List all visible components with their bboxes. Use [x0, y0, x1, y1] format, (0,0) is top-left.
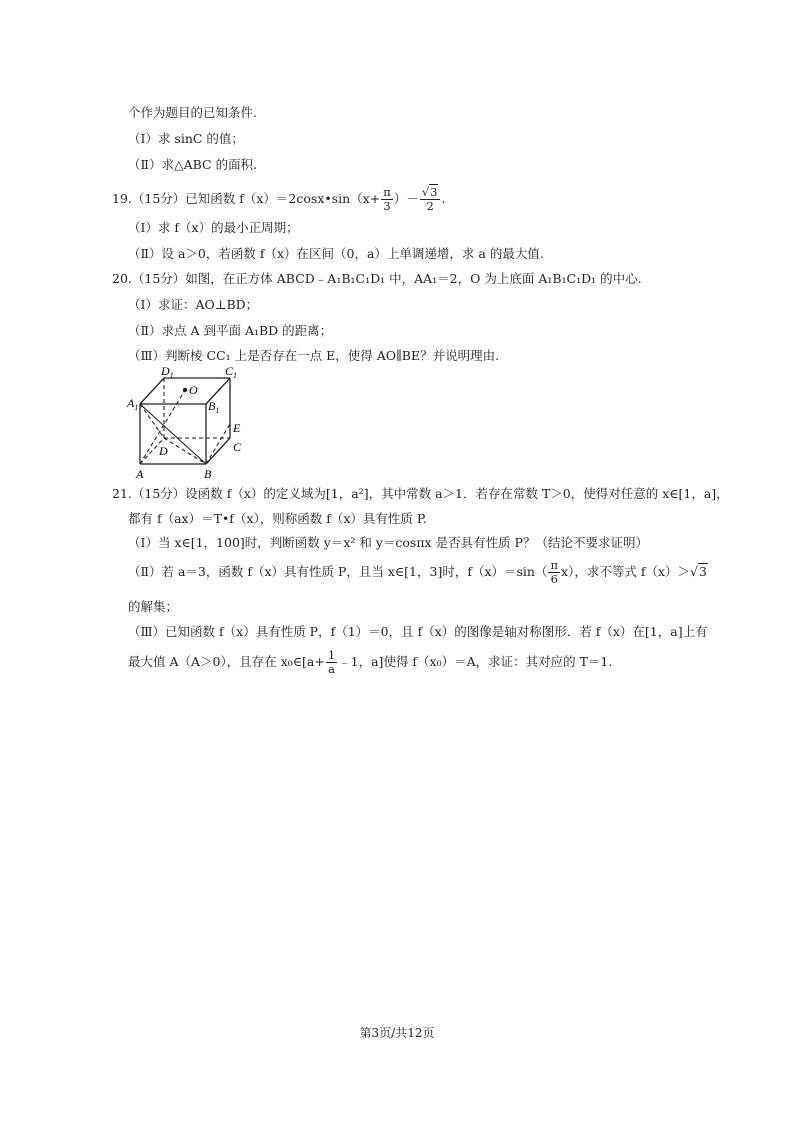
label-b1-main: B [208, 399, 216, 413]
q21-part-2-a: （Ⅱ）若 a＝3，函数 f（x）具有性质 P，且当 x∈[1，3]时，f（x）＝sin（ [128, 564, 548, 579]
label-a1-sub: 1 [134, 403, 139, 412]
q21-header-2: 都有 f（ax）＝T•f（x），则称函数 f（x）具有性质 P. [128, 511, 427, 526]
label-c1 [225, 364, 237, 380]
q21-sqrt-arg: 3 [698, 564, 707, 579]
q19-part-1: （Ⅰ）求 f（x）的最小正周期； [128, 220, 299, 235]
q21-header: 21.（15分）设函数 f（x）的定义域为[1，a²]，其中常数 a＞1．若存在常数 T＞0，使得对任意的 x∈[1，a]， [112, 486, 729, 501]
label-a: A [136, 467, 144, 481]
label-b: B [204, 467, 212, 481]
q21-frac-den-2: a [328, 662, 335, 676]
label-o: O [189, 383, 198, 397]
q19-frac-num-2: √3 [420, 186, 441, 200]
q20-header: 20.（15分）如图，在正方体 ABCD﹣A₁B₁C₁D₁ 中，AA₁＝2，O 为上底面 A₁B₁C₁D₁ 的中心. [112, 271, 642, 286]
label-d1-main: D [161, 364, 170, 378]
q19-part-2: （Ⅱ）设 a＞0，若函数 f（x）在区间（0，a）上单调递增，求 a 的最大值. [128, 246, 544, 261]
q19-mid-text: ）－ [393, 191, 419, 206]
label-d: D [159, 444, 168, 458]
q19-frac-num: π [383, 185, 391, 199]
q20-part-3: （Ⅲ）判断棱 CC₁ 上是否存在一点 E，使得 AO∥BE？并说明理由. [128, 348, 500, 363]
label-e: E [233, 421, 241, 435]
q18-part-2: （Ⅱ）求△ABC 的面积. [128, 157, 258, 172]
q21-fraction-1-a [326, 649, 337, 676]
label-d1 [160, 364, 174, 380]
q21-fraction-pi-6 [548, 559, 560, 586]
q21-part-3-a: （Ⅲ）已知函数 f（x）具有性质 P，f（1）＝0，且 f（x）的图像是轴对称图形．若 f（x）在[1，a]上有 [128, 624, 708, 639]
q19-sqrt-arg: 3 [430, 185, 438, 199]
segment-b-d [164, 438, 206, 464]
label-a1 [126, 396, 138, 412]
q21-frac-den: 6 [550, 572, 558, 586]
q21-part-2: （Ⅱ）若 a＝3，函数 f（x）具有性质 P，且当 x∈[1，3]时，f（x）＝sin（ $\frac{\pi}{6}$ x），求不等式 f（x）＞√3 [128, 558, 707, 586]
label-c: C [233, 440, 242, 454]
q20-part-1: （Ⅰ）求证：AO⊥BD； [128, 297, 259, 312]
q21-part-1: （Ⅰ）当 x∈[1，100]时，判断函数 y＝x² 和 y＝cosπx 是否具有性质 P？（结论不要求证明） [128, 535, 648, 550]
q18-part-1: （Ⅰ）求 sinC 的值； [128, 131, 244, 146]
q19-fraction-pi-3 [381, 186, 393, 213]
q21-part-3-b: 最大值 A（A＞0），且存在 x₀∈[a+ [128, 654, 325, 669]
q19-head-text: 19.（15分）已知函数 f（x）＝2cosx•sin（x+ [112, 191, 381, 206]
q19-fraction-sqrt3-2 [420, 186, 441, 213]
q19-frac-den: 3 [383, 199, 391, 213]
q20-part-2: （Ⅱ）求点 A 到平面 A₁BD 的距离； [128, 323, 333, 338]
q21-frac-num: π [550, 558, 559, 572]
point-o [183, 388, 187, 392]
cube-figure [122, 360, 262, 482]
segment-a1-b [140, 404, 206, 464]
q19-frac-den-2: 2 [426, 199, 434, 213]
q21-part-3-b-line [128, 647, 612, 677]
label-b1-sub: 1 [215, 406, 220, 415]
q21-part-2-b: x），求不等式 f（x）＞ [561, 564, 690, 579]
label-c1-sub: 1 [233, 371, 238, 380]
segment-b-e [206, 424, 230, 464]
q21-part-2-c: 的解集； [128, 599, 179, 614]
q18-continuation: 个作为题目的已知条件. [128, 105, 257, 120]
label-c1-main: C [225, 364, 234, 378]
q19-header [112, 184, 445, 214]
q21-part-3-c: ﹣1，a]使得 f（x₀）＝A，求证：其对应的 T＝1. [338, 654, 613, 669]
label-a1-main: A [127, 396, 135, 410]
label-b1 [208, 399, 219, 415]
q21-frac-num-2: 1 [327, 648, 336, 662]
edge-a1-d1 [140, 378, 164, 404]
page-footer: 第3页/共12页 [359, 1026, 435, 1040]
segment-a1-d [140, 404, 164, 438]
label-d1-sub: 1 [169, 371, 174, 380]
edge-b-c [206, 438, 230, 464]
q19-end: . [441, 191, 446, 206]
